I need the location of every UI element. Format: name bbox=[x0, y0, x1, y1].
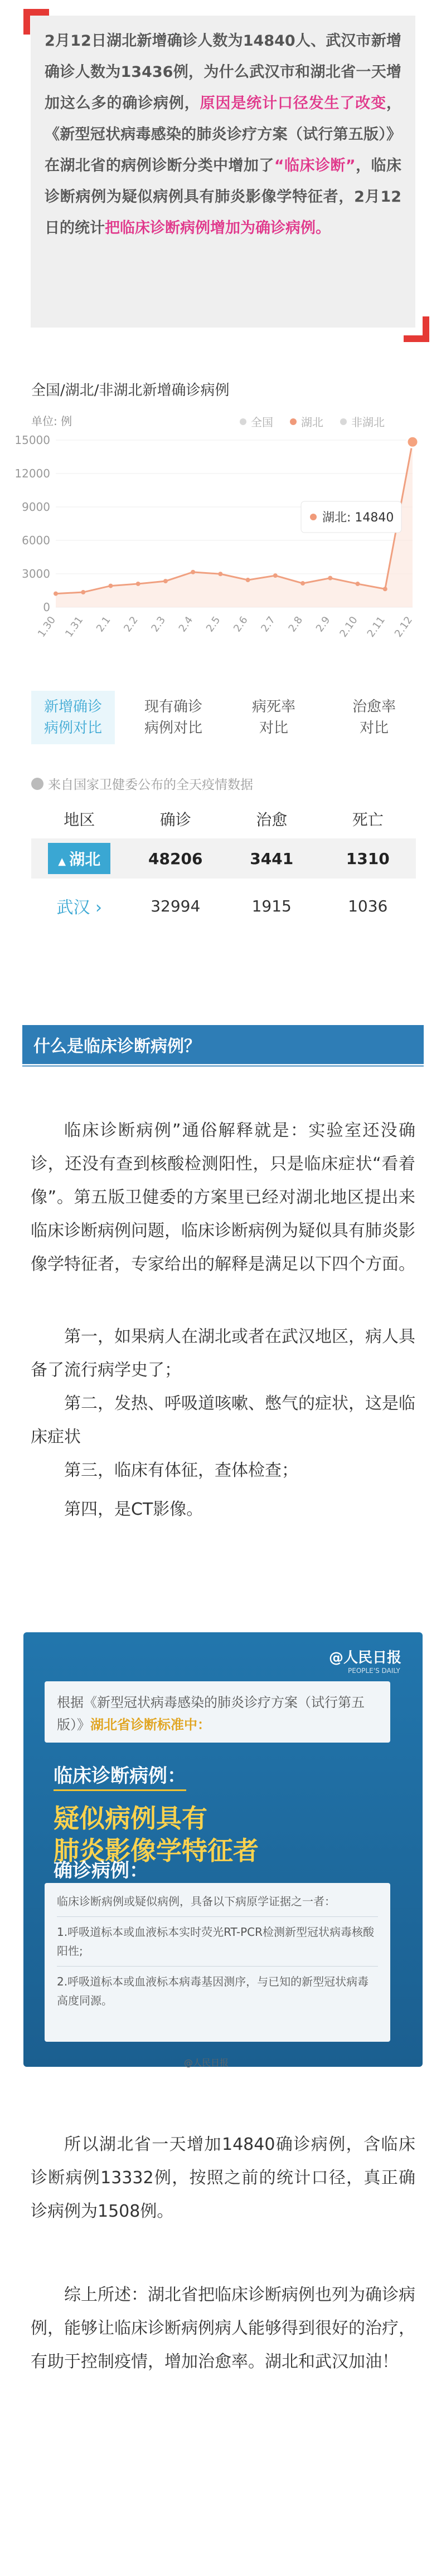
data-point-hubei[interactable] bbox=[273, 573, 278, 578]
poster-heading-underline bbox=[54, 1789, 186, 1791]
tab-cure-rate[interactable] bbox=[332, 691, 416, 744]
x-tick-label: 2.8 bbox=[286, 614, 306, 635]
x-tick-label: 2.11 bbox=[365, 614, 387, 640]
poster-intro-text: 根据《新型冠状病毒感染的肺炎诊疗方案（试行第五版）》 bbox=[57, 1695, 365, 1733]
poster-logo-text: @人民日报 bbox=[329, 1650, 402, 1666]
poster-heading-clinical-text: 临床诊断病例： bbox=[54, 1765, 186, 1787]
cell-cured-hubei: 3441 bbox=[250, 849, 294, 868]
tooltip-dot bbox=[310, 514, 317, 520]
quote-highlight: “临床诊断” bbox=[274, 157, 356, 174]
quote-segment: ，临床诊断病例为疑似病例具有肺炎影像学特征者，2月12日的统计 bbox=[45, 157, 402, 237]
cell-region-wuhan[interactable] bbox=[31, 894, 128, 918]
poster-heading-confirmed bbox=[54, 1855, 148, 1882]
chevron-right-icon: › bbox=[90, 898, 103, 918]
poster-heading-confirmed-text: 确诊病例： bbox=[54, 1860, 148, 1882]
chart-title: 全国/湖北/非湖北新增确诊病例 bbox=[31, 382, 230, 399]
cell-region-hubei bbox=[31, 843, 128, 874]
legend-item-national[interactable] bbox=[240, 413, 273, 430]
header-region: 地区 bbox=[64, 811, 95, 829]
data-point-hubei[interactable] bbox=[81, 590, 85, 594]
header-dead: 死亡 bbox=[352, 811, 384, 829]
x-tick-label: 2.6 bbox=[231, 614, 250, 635]
x-tick-label: 2.4 bbox=[176, 614, 196, 635]
header-cured: 治愈 bbox=[256, 811, 288, 829]
x-tick-label: 2.12 bbox=[392, 614, 415, 640]
data-point-hubei[interactable] bbox=[246, 578, 250, 582]
poster-divider bbox=[57, 1916, 378, 1917]
quote-text bbox=[45, 26, 401, 244]
tab-current-confirmed[interactable] bbox=[132, 691, 215, 744]
region-name-hubei: 湖北 bbox=[69, 850, 101, 869]
x-tick-label: 2.9 bbox=[313, 614, 333, 635]
paragraph-point-1: 第一，如果病人在湖北或者在武汉地区，病人具备了流行病学史了； bbox=[31, 1327, 415, 1380]
data-point-hubei[interactable] bbox=[54, 592, 58, 596]
legend-label-non-hubei: 非湖北 bbox=[351, 416, 385, 429]
quote-highlight: 把临床诊断病例增加为确诊病例。 bbox=[105, 219, 331, 237]
quote-corner-bottom-right bbox=[404, 316, 429, 342]
paragraph-point-2: 第二，发热、呼吸道咳嗽、憋气的症状，这是临床症状 bbox=[31, 1394, 415, 1447]
quote-highlight: 原因是统计口径发生了改变 bbox=[200, 95, 387, 112]
legend-item-hubei[interactable] bbox=[290, 413, 323, 430]
y-tick-label: 6000 bbox=[22, 534, 50, 547]
tab-new-confirmed-label: 新增确诊 病例对比 bbox=[43, 699, 102, 736]
data-source-text: 来自国家卫健委公布的全天疫情数据 bbox=[48, 778, 253, 792]
x-tick-label: 2.1 bbox=[94, 614, 113, 635]
tooltip-text: 湖北: 14840 bbox=[322, 511, 394, 525]
poster-heading-clinical bbox=[54, 1760, 186, 1788]
data-point-hubei[interactable] bbox=[108, 584, 113, 588]
y-tick-label: 3000 bbox=[22, 567, 50, 580]
legend-dot-national bbox=[240, 418, 246, 425]
expand-arrow-icon: ▲ bbox=[58, 856, 70, 867]
data-point-hubei[interactable] bbox=[328, 576, 332, 580]
legend-dot-hubei bbox=[290, 418, 297, 425]
tab-death-rate[interactable] bbox=[232, 691, 316, 744]
cell-dead-hubei: 1310 bbox=[346, 849, 390, 868]
x-tick-label: 1.31 bbox=[63, 614, 86, 640]
data-source bbox=[31, 774, 253, 793]
data-point-hubei[interactable] bbox=[300, 581, 305, 586]
y-tick-label: 15000 bbox=[14, 433, 50, 447]
paragraph-point-4: 第四，是CT影像。 bbox=[64, 1500, 203, 1519]
region-link-wuhan[interactable]: 武汉 bbox=[56, 898, 90, 918]
data-point-hubei[interactable] bbox=[383, 587, 387, 591]
info-icon bbox=[31, 778, 43, 790]
legend-dot-non-hubei bbox=[340, 418, 347, 425]
tab-death-rate-label: 病死率 对比 bbox=[251, 699, 295, 736]
x-tick-label: 2.5 bbox=[203, 614, 223, 635]
legend-label-national: 全国 bbox=[251, 416, 273, 429]
chart-tabs bbox=[31, 691, 416, 747]
cell-confirmed-wuhan: 32994 bbox=[151, 896, 201, 915]
poster-logo bbox=[329, 1646, 401, 1675]
poster-logo-sub: PEOPLE'S DAILY bbox=[348, 1667, 400, 1675]
poster-intro-highlight: 湖北省诊断标准中： bbox=[90, 1717, 211, 1733]
paragraph-conclusion: 综上所述：湖北省把临床诊断病例也列为确诊病例，能够让临床诊断病例病人能够得到很好的治疗，有助于控制疫情，增加治愈率。湖北和武汉加油！ bbox=[31, 2285, 415, 2372]
tab-cure-rate-label: 治愈率 对比 bbox=[352, 699, 396, 736]
poster-definition-line-2: 肺炎影像学特征者 bbox=[54, 1836, 259, 1866]
legend-label-hubei: 湖北 bbox=[301, 416, 323, 429]
poster-intro bbox=[45, 1681, 390, 1743]
section-heading-underline bbox=[22, 1065, 424, 1067]
poster-definition-line-1: 疑似病例具有 bbox=[54, 1803, 207, 1833]
x-tick-label: 2.7 bbox=[259, 614, 278, 635]
tab-current-confirmed-label: 现有确诊 病例对比 bbox=[144, 699, 202, 736]
tab-new-confirmed[interactable] bbox=[31, 691, 115, 744]
paragraph-point-3: 第三，临床有体征，查体检查； bbox=[64, 1461, 298, 1480]
data-point-hubei[interactable] bbox=[356, 582, 360, 586]
table-header bbox=[31, 808, 416, 836]
section-heading: 什么是临床诊断病例？ bbox=[33, 1037, 201, 1056]
poster-criteria-intro: 临床诊断病例或疑似病例，具备以下病原学证据之一者： bbox=[57, 1895, 336, 1908]
header-confirmed: 确诊 bbox=[159, 811, 191, 829]
poster-criteria-1: 1.呼吸道标本或血液标本实时荧光RT-PCR检测新型冠状病毒核酸阳性; bbox=[57, 1925, 375, 1958]
data-point-hubei[interactable] bbox=[191, 570, 195, 574]
cell-cured-wuhan: 1915 bbox=[251, 896, 292, 915]
poster-credit: @人民日报 bbox=[184, 2057, 229, 2068]
x-tick-label: 2.2 bbox=[122, 614, 140, 635]
quote-segment: ，《新型冠状病毒感染的肺炎诊疗方案（试行第五版）》在湖北省的病例诊断分类中增加了 bbox=[45, 95, 402, 174]
x-tick-label: 1.30 bbox=[35, 614, 59, 640]
paragraph-definition: 临床诊断病例”通俗解释就是：实验室还没确诊，还没有查到核酸检测阳性，只是临床症状“看着像”。第五版卫健委的方案里已经对湖北地区提出来临床诊断病例问题，临床诊断病例为疑似具有肺炎影像学特征者，专家给出的解释是满足以下四个方面。 bbox=[31, 1121, 415, 1274]
data-point-hubei[interactable] bbox=[136, 582, 140, 586]
highlight-point[interactable] bbox=[407, 436, 418, 447]
line-chart[interactable] bbox=[14, 429, 424, 674]
data-point-hubei[interactable] bbox=[218, 572, 222, 576]
table-row-hubei[interactable] bbox=[31, 838, 416, 879]
cell-confirmed-hubei: 48206 bbox=[148, 849, 203, 868]
legend-item-non-hubei[interactable] bbox=[340, 413, 385, 430]
x-tick-label: 2.10 bbox=[337, 614, 360, 640]
paragraph-summary-numbers: 所以湖北省一天增加14840确诊病例，含临床诊断病例13332例，按照之前的统计口径，真正确诊病例为1508例。 bbox=[31, 2135, 415, 2221]
table-row-wuhan[interactable] bbox=[31, 886, 416, 926]
y-tick-label: 0 bbox=[43, 601, 50, 614]
quote-segment: 2月12日湖北新增确诊人数为14840人、武汉市新增确诊人数为13436例，为什么武汉市和湖北省一天增加这么多的确诊病例， bbox=[45, 32, 401, 112]
x-tick-label: 2.3 bbox=[149, 614, 168, 635]
y-tick-label: 9000 bbox=[22, 500, 50, 514]
data-point-hubei[interactable] bbox=[163, 579, 168, 583]
y-tick-label: 12000 bbox=[14, 467, 50, 480]
cell-dead-wuhan: 1036 bbox=[348, 896, 388, 915]
poster-divider bbox=[57, 1966, 378, 1967]
poster-criteria-2: 2.呼吸道标本或血液标本病毒基因测序，与已知的新型冠状病毒高度同源。 bbox=[57, 1975, 369, 2007]
chart-unit-label: 单位: 例 bbox=[31, 414, 72, 428]
poster-criteria-card bbox=[45, 1883, 390, 2042]
region-badge-hubei[interactable] bbox=[48, 843, 110, 874]
